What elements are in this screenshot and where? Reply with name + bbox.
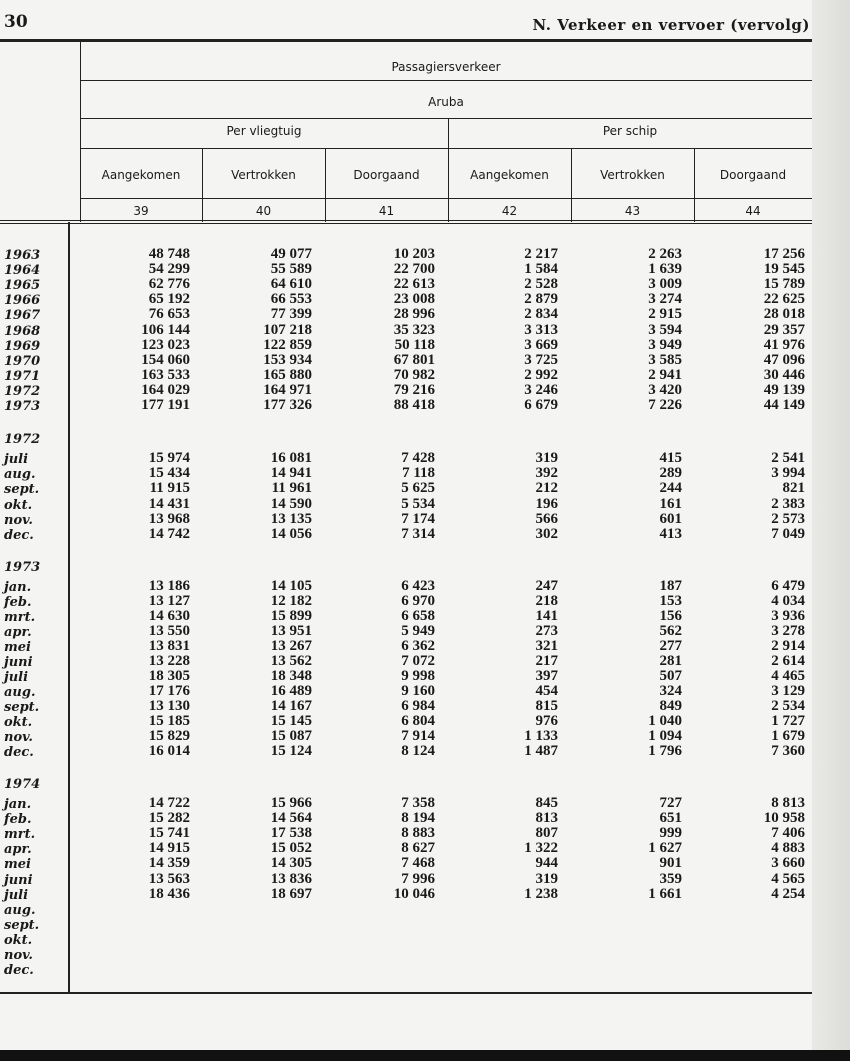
row-label: feb. — [4, 595, 32, 610]
table-cell: 601 — [659, 511, 682, 527]
page-number: 30 — [4, 12, 28, 32]
table-cell: 30 446 — [763, 367, 805, 383]
table-cell: 177 326 — [263, 397, 312, 413]
table-cell: 3 313 — [524, 322, 558, 338]
table-cell: 7 468 — [401, 855, 435, 871]
table-cell: 141 — [535, 608, 558, 624]
table-cell: 5 949 — [401, 623, 435, 639]
table-cell: 22 613 — [393, 276, 435, 292]
rule — [80, 198, 812, 199]
table-cell: 7 428 — [401, 450, 435, 466]
table-cell: 13 127 — [148, 593, 190, 609]
table-cell: 321 — [535, 638, 558, 654]
table-cell: 7 314 — [401, 526, 435, 542]
table-cell: 14 056 — [270, 526, 312, 542]
table-cell: 3 278 — [771, 623, 805, 639]
table-cell: 7 406 — [771, 825, 805, 841]
table-cell: 2 528 — [524, 276, 558, 292]
table-cell: 217 — [535, 653, 558, 669]
row-label: mei — [4, 640, 31, 655]
row-label: feb. — [4, 812, 32, 827]
row-label: okt. — [4, 933, 33, 948]
bottom-rule — [0, 992, 812, 994]
table-cell: 14 915 — [148, 840, 190, 856]
table-cell: 507 — [659, 668, 682, 684]
table-cell: 4 883 — [771, 840, 805, 856]
row-label: 1971 — [4, 369, 41, 384]
table-cell: 17 256 — [763, 246, 805, 262]
table-cell: 164 971 — [263, 382, 312, 398]
table-cell: 7 358 — [401, 795, 435, 811]
table-cell: 35 323 — [393, 322, 435, 338]
row-label: aug. — [4, 467, 36, 482]
row-label: juni — [4, 655, 33, 670]
table-cell: 154 060 — [141, 352, 190, 368]
table-cell: 7 226 — [648, 397, 682, 413]
table-cell: 66 553 — [270, 291, 312, 307]
table-cell: 7 118 — [402, 465, 435, 481]
table-cell: 7 174 — [401, 511, 435, 527]
header-mode-air: Per vliegtuig — [226, 124, 302, 138]
table-cell: 50 118 — [394, 337, 435, 353]
table-cell: 13 186 — [148, 578, 190, 594]
table-cell: 19 545 — [763, 261, 805, 277]
table-cell: 976 — [535, 713, 558, 729]
table-cell: 14 630 — [148, 608, 190, 624]
table-cell: 49 077 — [270, 246, 312, 262]
table-cell: 1 487 — [524, 743, 558, 759]
table-cell: 14 722 — [148, 795, 190, 811]
row-label: aug. — [4, 903, 36, 918]
table-cell: 6 658 — [401, 608, 435, 624]
table-cell: 6 479 — [771, 578, 805, 594]
row-label: dec. — [4, 745, 34, 760]
table-cell: 319 — [535, 871, 558, 887]
row-label: dec. — [4, 528, 34, 543]
table-cell: 107 218 — [263, 322, 312, 338]
table-cell: 153 934 — [263, 352, 312, 368]
table-cell: 815 — [535, 698, 558, 714]
table-cell: 849 — [659, 698, 682, 714]
row-label: 1973 — [4, 399, 41, 414]
table-cell: 3 585 — [648, 352, 682, 368]
table-cell: 14 359 — [148, 855, 190, 871]
table-cell: 7 914 — [401, 728, 435, 744]
table-cell: 4 565 — [771, 871, 805, 887]
table-cell: 3 669 — [524, 337, 558, 353]
table-cell: 562 — [659, 623, 682, 639]
table-cell: 845 — [535, 795, 558, 811]
table-cell: 3 936 — [771, 608, 805, 624]
row-label: okt. — [4, 715, 33, 730]
table-cell: 11 961 — [271, 480, 312, 496]
table-cell: 8 883 — [401, 825, 435, 841]
table-cell: 67 801 — [393, 352, 435, 368]
table-cell: 1 627 — [648, 840, 682, 856]
table-cell: 218 — [535, 593, 558, 609]
table-cell: 8 627 — [401, 840, 435, 856]
column-number: 39 — [133, 204, 149, 218]
row-label: juli — [4, 888, 29, 903]
table-cell: 13 836 — [270, 871, 312, 887]
table-cell: 10 203 — [393, 246, 435, 262]
row-label: mrt. — [4, 827, 36, 842]
row-label: sept. — [4, 482, 40, 497]
table-cell: 6 804 — [401, 713, 435, 729]
table-cell: 2 383 — [771, 496, 805, 512]
table-cell: 15 966 — [270, 795, 312, 811]
table-cell: 106 144 — [141, 322, 190, 338]
row-label: okt. — [4, 498, 33, 513]
table-cell: 22 700 — [393, 261, 435, 277]
table-cell: 302 — [535, 526, 558, 542]
table-cell: 273 — [535, 623, 558, 639]
row-label: sept. — [4, 918, 40, 933]
table-cell: 13 951 — [270, 623, 312, 639]
table-cell: 15 974 — [148, 450, 190, 466]
row-label: 1968 — [4, 324, 41, 339]
table-cell: 212 — [535, 480, 558, 496]
table-cell: 14 167 — [270, 698, 312, 714]
rule — [0, 223, 812, 224]
column-number: 40 — [255, 204, 272, 218]
table-cell: 4 465 — [771, 668, 805, 684]
table-cell: 3 129 — [771, 683, 805, 699]
rule — [80, 80, 812, 81]
table-cell: 5 625 — [401, 480, 435, 496]
table-cell: 289 — [659, 465, 682, 481]
row-label: 1970 — [4, 354, 41, 369]
table-cell: 359 — [659, 871, 682, 887]
table-cell: 23 008 — [393, 291, 435, 307]
table-cell: 13 562 — [270, 653, 312, 669]
table-cell: 11 915 — [149, 480, 190, 496]
table-cell: 12 182 — [270, 593, 312, 609]
row-label: dec. — [4, 963, 34, 978]
table-cell: 2 915 — [648, 306, 682, 322]
table-cell: 2 541 — [771, 450, 805, 466]
table-cell: 3 594 — [648, 322, 682, 338]
table-cell: 14 941 — [270, 465, 312, 481]
table-cell: 944 — [535, 855, 558, 871]
table-cell: 196 — [535, 496, 558, 512]
table-cell: 1 040 — [648, 713, 682, 729]
table-cell: 77 399 — [270, 306, 312, 322]
table-cell: 18 348 — [270, 668, 312, 684]
table-cell: 164 029 — [141, 382, 190, 398]
table-cell: 727 — [659, 795, 682, 811]
table-cell: 13 968 — [148, 511, 190, 527]
table-cell: 8 813 — [771, 795, 805, 811]
table-cell: 15 789 — [763, 276, 805, 292]
table-cell: 2 614 — [771, 653, 805, 669]
table-cell: 17 538 — [270, 825, 312, 841]
table-cell: 15 124 — [270, 743, 312, 759]
table-cell: 15 829 — [148, 728, 190, 744]
table-cell: 2 573 — [771, 511, 805, 527]
column-header: Doorgaand — [353, 168, 420, 182]
table-cell: 15 087 — [270, 728, 312, 744]
table-cell: 3 274 — [648, 291, 682, 307]
table-cell: 14 590 — [270, 496, 312, 512]
table-cell: 7 996 — [401, 871, 435, 887]
row-label: 1967 — [4, 308, 41, 323]
table-cell: 49 139 — [763, 382, 805, 398]
table-cell: 8 124 — [401, 743, 435, 759]
table-cell: 18 697 — [270, 886, 312, 902]
row-label: aug. — [4, 685, 36, 700]
table-cell: 1 238 — [524, 886, 558, 902]
table-cell: 10 046 — [393, 886, 435, 902]
table-cell: 1 639 — [648, 261, 682, 277]
table-cell: 161 — [659, 496, 682, 512]
row-label: 1972 — [4, 384, 41, 399]
row-label: apr. — [4, 625, 32, 640]
table-cell: 54 299 — [148, 261, 190, 277]
table-cell: 14 105 — [270, 578, 312, 594]
table-cell: 10 958 — [763, 810, 805, 826]
table-cell: 18 305 — [148, 668, 190, 684]
row-label: apr. — [4, 842, 32, 857]
row-label: nov. — [4, 948, 33, 963]
table-cell: 163 533 — [141, 367, 190, 383]
row-label: 1963 — [4, 248, 41, 263]
table-cell: 821 — [782, 480, 805, 496]
table-cell: 2 263 — [648, 246, 682, 262]
table-cell: 319 — [535, 450, 558, 466]
row-label: juni — [4, 873, 33, 888]
row-label: mei — [4, 857, 31, 872]
header-mode-ship: Per schip — [602, 124, 658, 138]
table-cell: 13 228 — [148, 653, 190, 669]
table-cell: 392 — [535, 465, 558, 481]
table-cell: 15 185 — [148, 713, 190, 729]
table-cell: 18 436 — [148, 886, 190, 902]
row-label: jan. — [4, 580, 32, 595]
table-cell: 1 796 — [648, 743, 682, 759]
table-cell: 28 996 — [393, 306, 435, 322]
table-cell: 16 081 — [270, 450, 312, 466]
table-cell: 13 563 — [148, 871, 190, 887]
column-number: 41 — [378, 204, 395, 218]
table-cell: 123 023 — [141, 337, 190, 353]
table-cell: 244 — [659, 480, 682, 496]
column-number: 44 — [745, 204, 761, 218]
table-cell: 88 418 — [393, 397, 435, 413]
table-cell: 3 660 — [771, 855, 805, 871]
table-cell: 1 094 — [648, 728, 682, 744]
rule — [0, 220, 812, 221]
table-cell: 1 133 — [524, 728, 558, 744]
running-head: N. Verkeer en vervoer (vervolg) — [532, 16, 810, 34]
table-cell: 4 034 — [771, 593, 805, 609]
column-number: 43 — [624, 204, 641, 218]
table-cell: 247 — [535, 578, 558, 594]
table-cell: 2 879 — [524, 291, 558, 307]
table-cell: 76 653 — [148, 306, 190, 322]
table-cell: 2 941 — [648, 367, 682, 383]
table-cell: 16 014 — [148, 743, 190, 759]
table-cell: 122 859 — [263, 337, 312, 353]
table-cell: 70 982 — [393, 367, 435, 383]
table-cell: 7 072 — [401, 653, 435, 669]
rule — [80, 148, 812, 149]
table-cell: 2 834 — [524, 306, 558, 322]
table-cell: 17 176 — [148, 683, 190, 699]
column-header: Vertrokken — [231, 168, 296, 182]
table-cell: 153 — [659, 593, 682, 609]
table-cell: 79 216 — [393, 382, 435, 398]
column-header: Aangekomen — [101, 168, 181, 182]
table-cell: 1 322 — [524, 840, 558, 856]
page-edge-shadow — [812, 0, 850, 1061]
table-cell: 62 776 — [148, 276, 190, 292]
table-cell: 7 360 — [771, 743, 805, 759]
table-cell: 29 357 — [763, 322, 805, 338]
table-cell: 15 282 — [148, 810, 190, 826]
table-cell: 901 — [659, 855, 682, 871]
table-cell: 15 899 — [270, 608, 312, 624]
stub-rule — [68, 222, 70, 992]
table-cell: 4 254 — [771, 886, 805, 902]
group-title: 1974 — [4, 777, 41, 792]
table-cell: 3 246 — [524, 382, 558, 398]
table-cell: 15 741 — [148, 825, 190, 841]
table-cell: 566 — [535, 511, 558, 527]
row-label: nov. — [4, 730, 33, 745]
row-label: 1965 — [4, 278, 41, 293]
column-header: Aangekomen — [470, 168, 549, 182]
table-cell: 397 — [535, 668, 558, 684]
table-cell: 14 564 — [270, 810, 312, 826]
table-cell: 324 — [659, 683, 682, 699]
table-cell: 2 992 — [524, 367, 558, 383]
column-header: Doorgaand — [719, 168, 787, 182]
table-cell: 6 679 — [524, 397, 558, 413]
table-cell: 415 — [659, 450, 682, 466]
scan-border — [0, 1050, 850, 1061]
table-cell: 55 589 — [270, 261, 312, 277]
table-cell: 13 267 — [270, 638, 312, 654]
table-cell: 13 831 — [148, 638, 190, 654]
table-cell: 44 149 — [763, 397, 805, 413]
table-cell: 64 610 — [270, 276, 312, 292]
table-cell: 413 — [659, 526, 682, 542]
table-cell: 156 — [659, 608, 682, 624]
table-cell: 9 998 — [401, 668, 435, 684]
table-cell: 65 192 — [148, 291, 190, 307]
table-cell: 14 431 — [148, 496, 190, 512]
row-label: jan. — [4, 797, 32, 812]
row-label: 1966 — [4, 293, 41, 308]
group-title: 1972 — [4, 432, 41, 447]
table-cell: 47 096 — [763, 352, 805, 368]
table-cell: 2 914 — [771, 638, 805, 654]
table-cell: 8 194 — [401, 810, 435, 826]
table-cell: 3 009 — [648, 276, 682, 292]
table-cell: 2 534 — [771, 698, 805, 714]
table-cell: 22 625 — [763, 291, 805, 307]
column-number: 42 — [501, 204, 518, 218]
table-cell: 6 423 — [401, 578, 435, 594]
table-cell: 1 661 — [648, 886, 682, 902]
table-cell: 187 — [659, 578, 682, 594]
table-cell: 14 742 — [148, 526, 190, 542]
table-cell: 3 994 — [771, 465, 805, 481]
table-cell: 6 362 — [401, 638, 435, 654]
table-cell: 1 727 — [771, 713, 805, 729]
table-cell: 277 — [659, 638, 682, 654]
table-cell: 15 145 — [270, 713, 312, 729]
table-cell: 7 049 — [771, 526, 805, 542]
table-cell: 9 160 — [401, 683, 435, 699]
rule — [80, 118, 812, 119]
table-cell: 14 305 — [270, 855, 312, 871]
row-label: mrt. — [4, 610, 36, 625]
table-cell: 41 976 — [763, 337, 805, 353]
row-label: nov. — [4, 513, 33, 528]
table-cell: 13 550 — [148, 623, 190, 639]
table-cell: 16 489 — [270, 683, 312, 699]
table-cell: 1 584 — [524, 261, 558, 277]
table-cell: 813 — [535, 810, 558, 826]
table-cell: 454 — [535, 683, 558, 699]
row-label: 1969 — [4, 339, 41, 354]
table-cell: 3 949 — [648, 337, 682, 353]
row-label: juli — [4, 452, 29, 467]
group-title: 1973 — [4, 560, 41, 575]
table-cell: 807 — [535, 825, 558, 841]
table-cell: 999 — [659, 825, 682, 841]
table-cell: 3 725 — [524, 352, 558, 368]
table-cell: 3 420 — [648, 382, 682, 398]
table-cell: 2 217 — [524, 246, 558, 262]
header-group: Passagiersverkeer — [391, 60, 501, 74]
row-label: sept. — [4, 700, 40, 715]
table-cell: 177 191 — [141, 397, 190, 413]
table-cell: 5 534 — [401, 496, 435, 512]
table-cell: 6 984 — [401, 698, 435, 714]
row-label: juli — [4, 670, 29, 685]
table-cell: 13 130 — [148, 698, 190, 714]
table-cell: 281 — [659, 653, 682, 669]
table-cell: 651 — [659, 810, 682, 826]
table-cell: 165 880 — [263, 367, 312, 383]
table-cell: 28 018 — [763, 306, 805, 322]
top-rule — [0, 39, 812, 42]
header-region: Aruba — [428, 95, 464, 109]
table-cell: 15 052 — [270, 840, 312, 856]
table-cell: 13 135 — [270, 511, 312, 527]
column-header: Vertrokken — [600, 168, 665, 182]
table-cell: 1 679 — [771, 728, 805, 744]
table-cell: 15 434 — [148, 465, 190, 481]
table-cell: 48 748 — [148, 246, 190, 262]
table-cell: 6 970 — [401, 593, 435, 609]
row-label: 1964 — [4, 263, 41, 278]
